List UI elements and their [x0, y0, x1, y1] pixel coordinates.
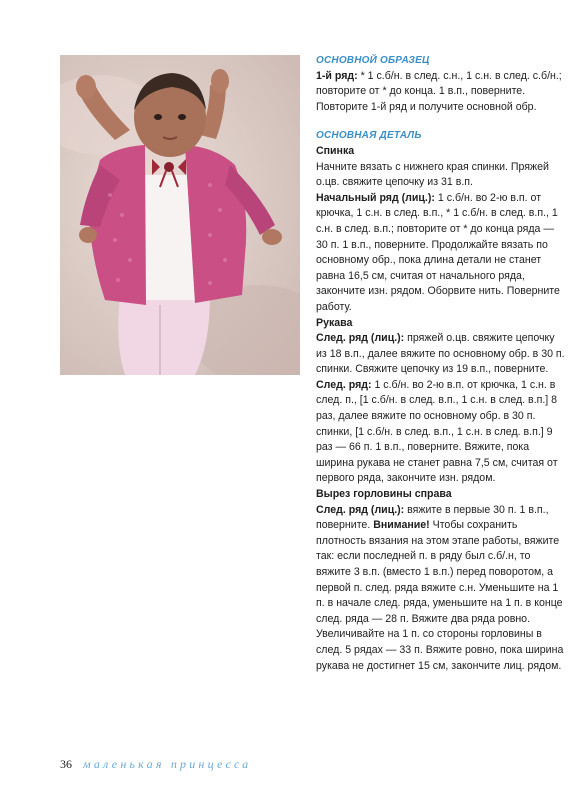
attention-label: Внимание! — [373, 519, 430, 532]
baby-photo — [60, 55, 300, 375]
sleeve-row — [316, 331, 566, 378]
row-label: 1-й ряд: — [316, 69, 358, 82]
back-intro: Начните вязать с нижнего края спинки. Пряжей о.цв. свяжите цепочку из 31 в.п. — [316, 160, 549, 189]
next-row — [316, 378, 566, 487]
subheading-sleeves: Рукава — [316, 316, 353, 329]
row-label: След. ряд (лиц.): — [316, 503, 405, 516]
sample-repeat-note: Повторите 1-й ряд и получите основной обр. — [316, 100, 537, 113]
section-heading-sample: ОСНОВНОЙ ОБРАЗЕЦ — [316, 55, 430, 66]
row-text: пряжей о.цв. свяжите цепочку из 18 в.п., далее вяжите по основному обр. в 30 п. спинки. Свяжите цепочку из 19 в.п., поверните. — [316, 332, 565, 376]
sample-row-1 — [316, 69, 566, 100]
row-text: * 1 с.б/н. в след. с.н., 1 с.н. в след. с.б/н.; повторите от * до конца. 1 в.п., поверните. — [316, 69, 562, 98]
book-title: маленькая принцесса — [83, 757, 252, 771]
row-text: 1 с.б/н. во 2-ю в.п. от крючка, 1 с.н. в след. п., [1 с.б/н. в след. в.п., 1 с.н. в след. в.п.] 8 раз, далее вяжите по основному обр. в 30 п. спинки, [1 с.б/н. в след. в.п., 1 с.н. в след. в.п.] 9 раз — 66 п. 1 в.п., поверните. Вяжите, пока ширина рукава не станет равна 7,5 см, считая от первого ряда, закончите изн. рядом. — [316, 378, 558, 485]
row-text: вяжите в первые 30 п. 1 в.п., поверните. — [316, 503, 549, 532]
neck-row — [316, 503, 566, 675]
subheading-back: Спинка — [316, 144, 355, 157]
row-text: Чтобы сохранить плотность вязания на этом этапе работы, вяжите так: если последней п. в ряду был с.б/.н, то вяжите 3 в.п. (вместо 1 в.п.) перед поворотом, а первой п. след. ряда вяжите с.н. Уменьшите на 1 п. в начале след. ряда, уменьшите на 1 п. в конце след. ряда — 28 п. Вяжите два ряда ровно. Увеличивайте на 1 п. со стороны горловины в след. 5 рядах — 33 п. Вяжите ровно, пока ширина рукава не достигнет 15 см, закончите лиц. рядом. — [316, 519, 564, 672]
row-label: Начальный ряд (лиц.): — [316, 191, 435, 204]
subheading-neck-right: Вырез горловины справа — [316, 488, 452, 501]
section-heading-main: ОСНОВНАЯ ДЕТАЛЬ — [316, 130, 422, 142]
row-text: 1 с.б/н. во 2-ю в.п. от крючка, 1 с.н. в след. в.п., * 1 с.б/н. в след. в.п., 1 с.н. в след. в.п.; повторите от * до конца ряда — 30 п. 1 в.п., поверните. Продолжайте вязать по основному обр., пока длина детали не станет равна 16,5 см, считая от начального ряда, закончите изн. рядом. Оборвите нить. Поверните работу. — [316, 191, 560, 313]
pattern-text-column — [316, 53, 566, 674]
page-number: 36 — [60, 757, 72, 771]
row-label: След. ряд: — [316, 378, 372, 391]
row-label: След. ряд (лиц.): — [316, 332, 405, 345]
page-footer — [60, 757, 251, 772]
start-row — [316, 191, 566, 316]
